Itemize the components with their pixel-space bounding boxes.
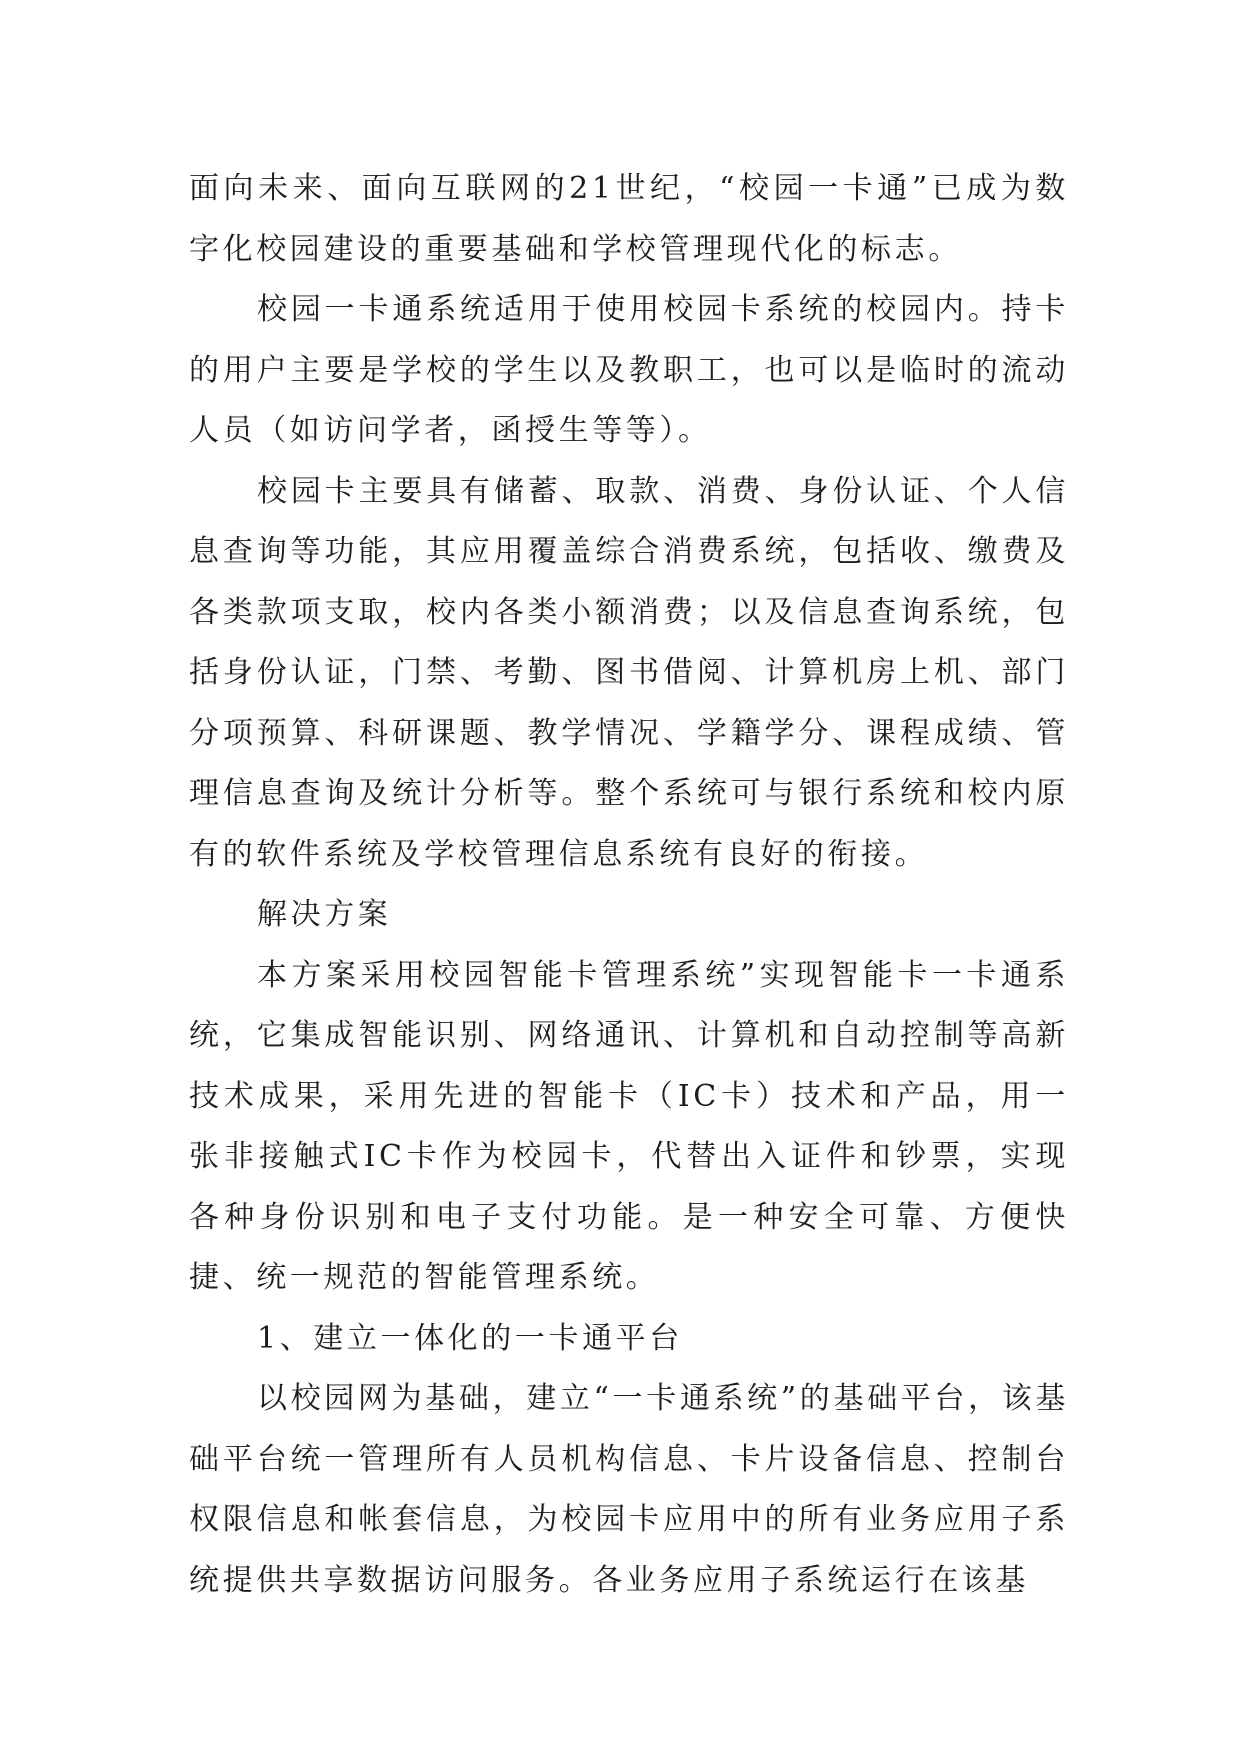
paragraph-scope: 校园一卡通系统适用于使用校园卡系统的校园内。持卡的用户主要是学校的学生以及教职工，也可以是临时的流动人员（如访问学者，函授生等等）。 [189, 292, 1069, 448]
paragraph-solution: 本方案采用校园智能卡管理系统”实现智能卡一卡通系统，它集成智能识别、网络通讯、计算机和自动控制等高新技术成果，采用先进的智能卡（IC卡）技术和产品，用一张非接触式IC卡作为校园卡，代替出入证件和钞票，实现各种身份识别和电子支付功能。是一种安全可靠、方便快捷、统一规范的智能管理系统。 [189, 957, 1069, 1295]
section-heading-platform: 1、建立一体化的一卡通平台 [257, 1320, 683, 1356]
document-body [189, 159, 1069, 1611]
section-heading-solution: 解决方案 [257, 897, 392, 932]
paragraph-platform: 以校园网为基础，建立“一卡通系统”的基础平台，该基础平台统一管理所有人员机构信息、卡片设备信息、控制台权限信息和帐套信息，为校园卡应用中的所有业务应用子系统提供共享数据访问服务。各业务应用子系统运行在该基 [189, 1381, 1069, 1598]
paragraph-intro: 面向未来、面向互联网的21世纪，“校园一卡通”已成为数字化校园建设的重要基础和学校管理现代化的标志。 [189, 171, 1069, 267]
paragraph-functions: 校园卡主要具有储蓄、取款、消费、身份认证、个人信息查询等功能，其应用覆盖综合消费系统，包括收、缴费及各类款项支取，校内各类小额消费；以及信息查询系统，包括身份认证，门禁、考勤、图书借阅、计算机房上机、部门分项预算、科研课题、教学情况、学籍学分、课程成绩、管理信息查询及统计分析等。整个系统可与银行系统和校内原有的软件系统及学校管理信息系统有良好的衔接。 [189, 473, 1069, 872]
